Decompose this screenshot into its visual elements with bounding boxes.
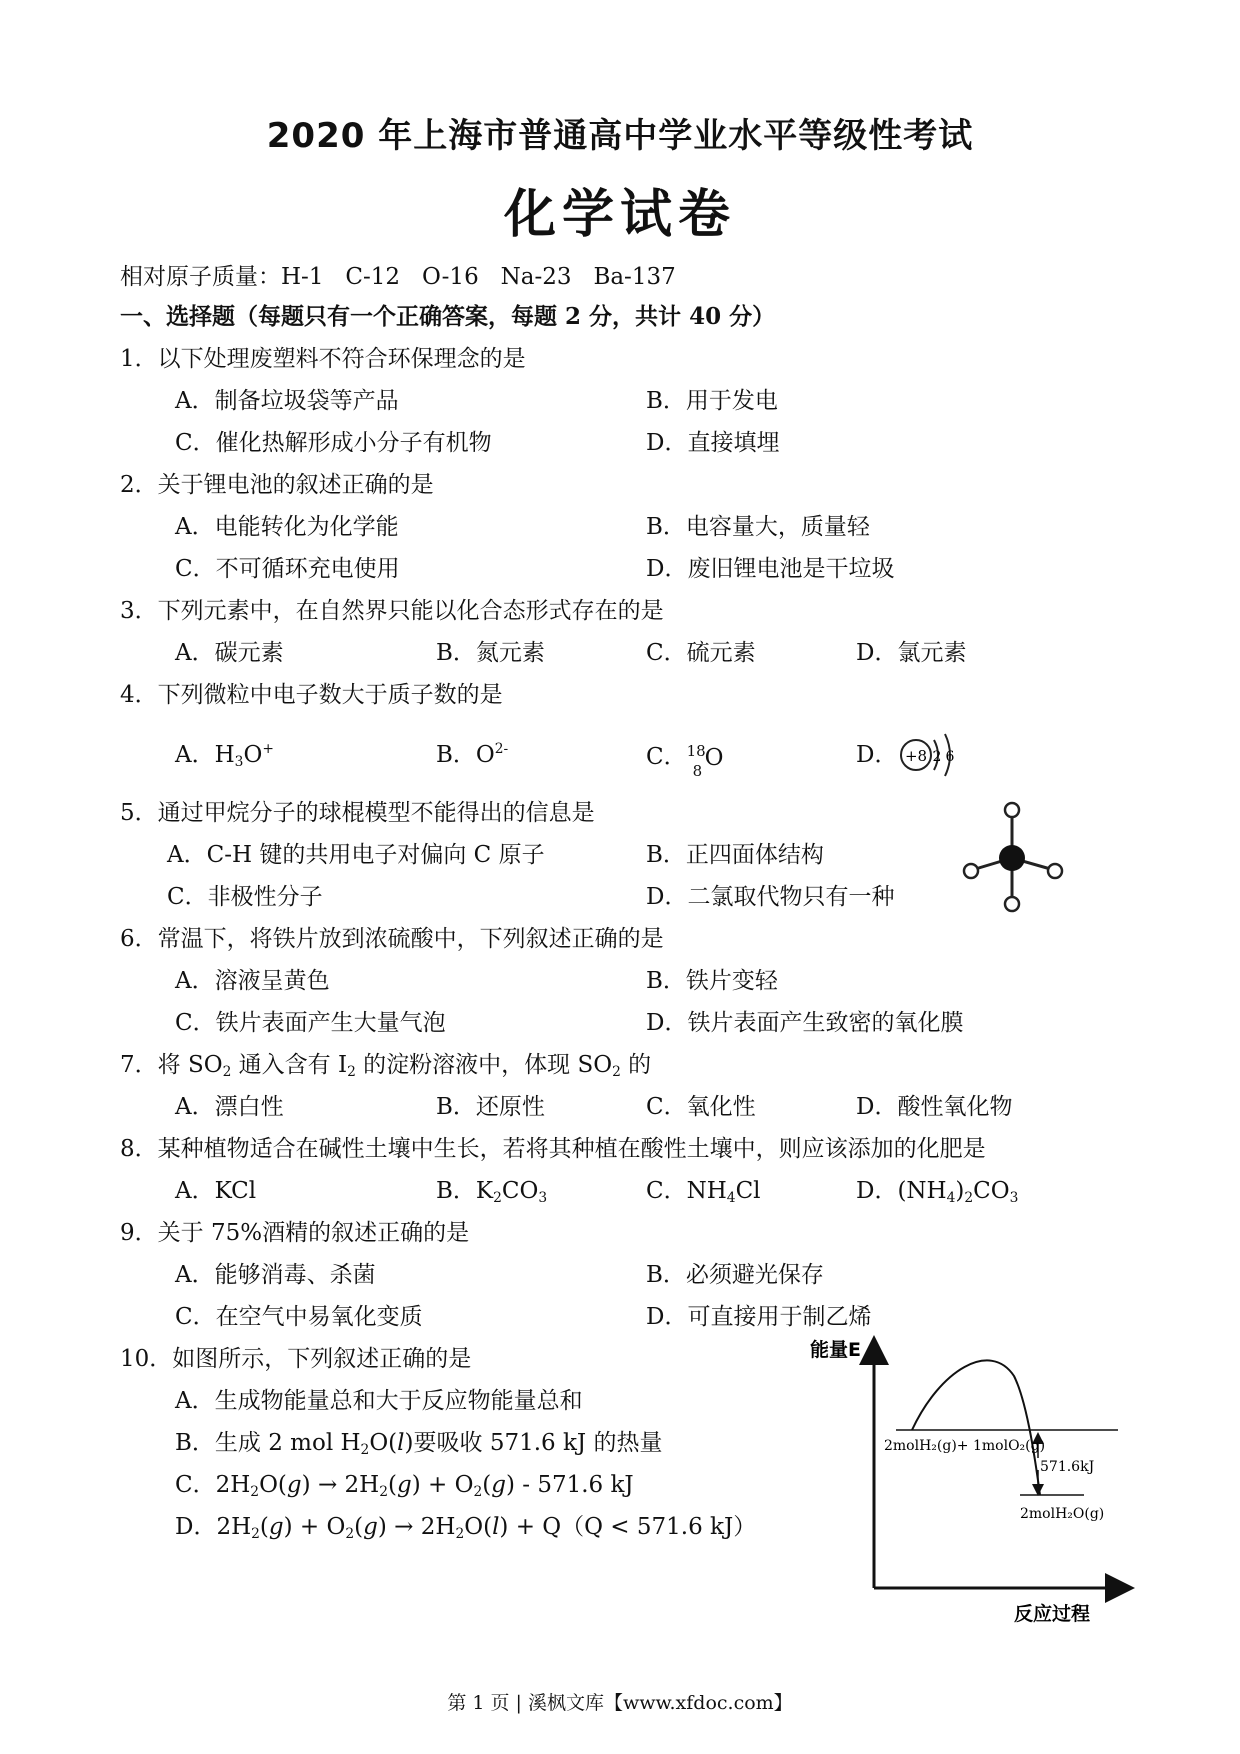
q8-d-sub: 4 (946, 1190, 956, 1206)
q9-option-b: B．必须避光保存 (646, 1262, 824, 1288)
q4-a-text2: O (243, 742, 263, 768)
atomic-mass-line: 相对原子质量：H-1 C-12 O-16 Na-23 Ba-137 (120, 264, 676, 290)
q3-option-a: A．碳元素 (175, 640, 284, 666)
paper-title: 化学试卷 (503, 185, 736, 245)
q6-stem: 6．常温下，将铁片放到浓硫酸中，下列叙述正确的是 (120, 926, 664, 952)
q10-d-sub: 2 (251, 1526, 260, 1542)
q8-b-text: CO (501, 1178, 539, 1204)
q8-d-text: D．(NH (856, 1178, 947, 1204)
q5-option-d: D．二氯取代物只有一种 (646, 884, 895, 910)
q7-option-a: A．漂白性 (175, 1094, 284, 1120)
q1-option-a: A．制备垃圾袋等产品 (175, 388, 399, 414)
q9-option-c: C．在空气中易氧化变质 (175, 1304, 423, 1330)
q2-option-b: B．电容量大，质量轻 (646, 514, 870, 540)
q4-stem: 4．下列微粒中电子数大于质子数的是 (120, 682, 503, 708)
q8-c-sub: 4 (726, 1190, 736, 1206)
isotope-notation (686, 740, 724, 780)
q7-text: 7．将 SO (120, 1052, 223, 1078)
hydrogen-atom (1005, 803, 1019, 817)
q8-b-sub: 2 (493, 1190, 502, 1206)
q10-b-text: O( (369, 1430, 398, 1456)
q10-option-a: A．生成物能量总和大于反应物能量总和 (175, 1388, 583, 1414)
q7-option-d: D．酸性氧化物 (856, 1094, 1013, 1120)
q10-d-text: ( (259, 1514, 269, 1540)
y-axis-label: 能量E (810, 1339, 861, 1361)
q1-option-c: C．催化热解形成小分子有机物 (175, 430, 492, 456)
q10-d-text: D．2H (175, 1514, 252, 1540)
q3-option-c: C．硫元素 (646, 640, 756, 666)
section-points: 2 (565, 303, 582, 330)
atomic-structure-diagram (896, 728, 960, 784)
q5-option-a: A．C-H 键的共用电子对偏向 C 原子 (167, 842, 545, 868)
reactant-label: 2molH₂(g)+ 1molO₂(g) (884, 1438, 1046, 1454)
shell-2-electrons: 6 (945, 749, 955, 765)
q2-option-d: D．废旧锂电池是干垃圾 (646, 556, 895, 582)
q7-option-b: B．还原性 (436, 1094, 545, 1120)
q8-option-c (646, 1176, 761, 1206)
section-total: 40 (689, 303, 722, 330)
isotope-symbol: O (704, 745, 724, 771)
q5-option-c: C．非极性分子 (167, 884, 323, 910)
q10-c-text: C．2H (175, 1472, 251, 1498)
q8-d-sub: 2 (964, 1190, 974, 1206)
q8-b-sub: 3 (538, 1190, 548, 1206)
q10-b-text: )要吸收 571.6 kJ 的热量 (404, 1430, 663, 1456)
product-label: 2molH₂O(g) (1020, 1506, 1105, 1522)
q9-stem: 9．关于 75%酒精的叙述正确的是 (120, 1220, 470, 1246)
q7-text: 通入含有 I (231, 1052, 348, 1078)
q7-sub: 2 (222, 1064, 232, 1080)
q10-option-c (175, 1470, 634, 1500)
q9-option-a: A．能够消毒、杀菌 (175, 1262, 376, 1288)
q10-stem: 10．如图所示，下列叙述正确的是 (120, 1346, 472, 1372)
q7-text: 的淀粉溶液中，体现 SO (355, 1052, 613, 1078)
q8-option-b (436, 1176, 547, 1206)
q8-d-text: ) (955, 1178, 965, 1204)
hydrogen-atom (1048, 864, 1062, 878)
hydrogen-atom (1005, 897, 1019, 911)
q7-stem (120, 1050, 651, 1080)
enthalpy-value-label: 571.6kJ (1040, 1459, 1095, 1475)
q2-option-a: A．电能转化为化学能 (175, 514, 399, 540)
q7-text: 的 (620, 1052, 652, 1078)
q7-sub: 2 (612, 1064, 621, 1080)
q10-d-text: ( (354, 1514, 364, 1540)
q10-d-state: l (492, 1514, 500, 1540)
q8-stem: 8．某种植物适合在碱性土壤中生长，若将其种植在酸性土壤中，则应该添加的化肥是 (120, 1136, 986, 1162)
q4-option-b (436, 740, 508, 770)
q10-d-text: ) → 2H (377, 1514, 456, 1540)
q4-option-a (175, 740, 274, 770)
q8-d-text: CO (973, 1178, 1010, 1204)
q4-b-text: B．O (436, 742, 495, 768)
shell-1-electrons: 2 (932, 749, 942, 765)
reaction-curve (912, 1360, 1040, 1495)
energy-diagram (800, 1330, 1140, 1630)
q10-d-state: g (363, 1514, 378, 1540)
q10-c-sub: 2 (379, 1484, 388, 1500)
q8-option-d (856, 1176, 1018, 1206)
q7-sub: 2 (347, 1064, 356, 1080)
q8-d-sub: 3 (1009, 1190, 1019, 1206)
hydrogen-atom (964, 864, 978, 878)
q10-option-d (175, 1512, 756, 1542)
q8-option-a: A．KCl (175, 1178, 257, 1204)
q1-option-b: B．用于发电 (646, 388, 778, 414)
nucleus-charge: +8 (904, 747, 928, 765)
q4-option-c (646, 740, 724, 780)
isotope-mass: 18 (686, 742, 706, 760)
q10-c-text: O( (259, 1472, 287, 1498)
q7-option-c: C．氧化性 (646, 1094, 756, 1120)
q10-b-text: B．生成 2 mol H (175, 1430, 361, 1456)
section-label-mid: 分，共计 (589, 303, 682, 330)
q10-c-state: g (396, 1472, 412, 1498)
q10-c-text: ) + O (411, 1472, 474, 1498)
exam-title: 2020 年上海市普通高中学业水平等级性考试 (266, 116, 974, 156)
methane-ball-stick-model (960, 798, 1070, 916)
q10-c-state: g (491, 1472, 506, 1498)
q4-b-sup: 2- (494, 741, 509, 757)
q10-d-text: ) + Q（Q < 571.6 kJ） (499, 1514, 757, 1540)
x-axis-label: 反应过程 (1014, 1603, 1091, 1625)
q10-d-text: ) + O (283, 1514, 346, 1540)
q8-b-text: B．K (436, 1178, 494, 1204)
q4-a-text: A．H (175, 742, 235, 768)
q2-option-c: C．不可循环充电使用 (175, 556, 400, 582)
q10-d-sub: 2 (345, 1526, 355, 1542)
q10-d-sub: 2 (455, 1526, 465, 1542)
carbon-atom (999, 845, 1025, 871)
q6-option-d: D．铁片表面产生致密的氧化膜 (646, 1010, 964, 1036)
q6-option-c: C．铁片表面产生大量气泡 (175, 1010, 446, 1036)
q8-c-text: C．NH (646, 1178, 727, 1204)
q4-option-d: D． (856, 742, 898, 768)
q9-option-d: D．可直接用于制乙烯 (646, 1304, 872, 1330)
q4-c-text: C． (646, 744, 687, 770)
q4-a-sub: 3 (234, 754, 244, 770)
q2-stem: 2．关于锂电池的叙述正确的是 (120, 472, 434, 498)
q6-option-b: B．铁片变轻 (646, 968, 778, 994)
q10-c-state: g (286, 1472, 302, 1498)
q10-b-sub: 2 (360, 1442, 370, 1458)
q10-c-text: ) → 2H (301, 1472, 380, 1498)
q10-d-text: O( (464, 1514, 493, 1540)
q3-option-b: B．氮元素 (436, 640, 545, 666)
q5-stem: 5．通过甲烷分子的球棍模型不能得出的信息是 (120, 800, 595, 826)
section-label-end: 分） (729, 303, 776, 330)
q10-b-state: l (397, 1430, 405, 1456)
q6-option-a: A．溶液呈黄色 (175, 968, 330, 994)
q1-option-d: D．直接填埋 (646, 430, 780, 456)
q10-option-b (175, 1428, 662, 1458)
q3-option-d: D．氯元素 (856, 640, 967, 666)
q4-a-sup: + (262, 741, 274, 757)
q1-stem: 1．以下处理废塑料不符合环保理念的是 (120, 346, 526, 372)
section-label: 一、选择题（每题只有一个正确答案，每题 (120, 303, 557, 330)
q10-c-sub: 2 (473, 1484, 483, 1500)
q10-c-sub: 2 (250, 1484, 260, 1500)
q5-option-b: B．正四面体结构 (646, 842, 824, 868)
isotope-number: 8 (692, 762, 703, 780)
q3-stem: 3．下列元素中，在自然界只能以化合态形式存在的是 (120, 598, 664, 624)
q10-c-text: ( (388, 1472, 397, 1498)
q8-c-text: Cl (735, 1178, 761, 1204)
q10-c-text: ) - 571.6 kJ (505, 1472, 634, 1498)
page-footer: 第 1 页 | 溪枫文库【www.xfdoc.com】 (447, 1692, 793, 1714)
section-header (120, 302, 775, 332)
q10-c-text: ( (482, 1472, 492, 1498)
q10-d-state: g (268, 1514, 284, 1540)
